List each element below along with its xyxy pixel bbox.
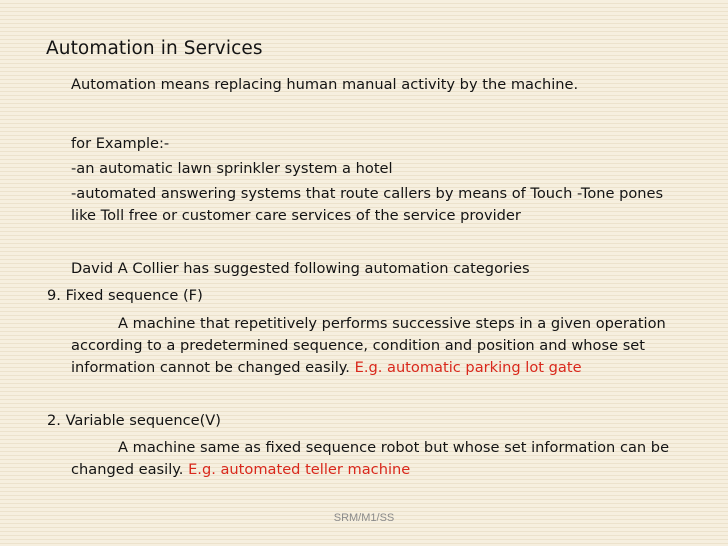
category-2-line-1: A machine same as fixed sequence robot but whose set information can be [118, 439, 670, 456]
example-item-2-line-2: like Toll free or customer care services of the service provider [71, 207, 521, 224]
category-1-line-3-text: information cannot be changed easily. [71, 359, 355, 376]
category-1-line-3 [71, 357, 582, 379]
category-1-line-2: according to a predetermined sequence, condition and position and whose set [71, 337, 646, 354]
slide-title: Automation in Services [46, 38, 263, 59]
category-2-example: E.g. automated teller machine [188, 461, 411, 478]
category-2-line-2 [71, 459, 410, 481]
example-heading: for Example:- [71, 135, 170, 152]
category-2-title: 2. Variable sequence(V) [47, 412, 221, 429]
category-2-line-2-text: changed easily. [71, 461, 189, 478]
category-1-line-1: A machine that repetitively performs successive steps in a given operation [118, 315, 666, 332]
category-1-title: 9. Fixed sequence (F) [47, 287, 203, 304]
definition-text: Automation means replacing human manual activity by the machine. [71, 76, 579, 93]
example-item-2-line-1: -automated answering systems that route callers by means of Touch -Tone pones [71, 185, 664, 202]
example-item-1: -an automatic lawn sprinkler system a hotel [71, 160, 393, 177]
category-1-example: E.g. automatic parking lot gate [354, 359, 582, 376]
slide-footer: SRM/M1/SS [333, 512, 395, 524]
collier-text: David A Collier has suggested following automation categories [71, 260, 530, 277]
